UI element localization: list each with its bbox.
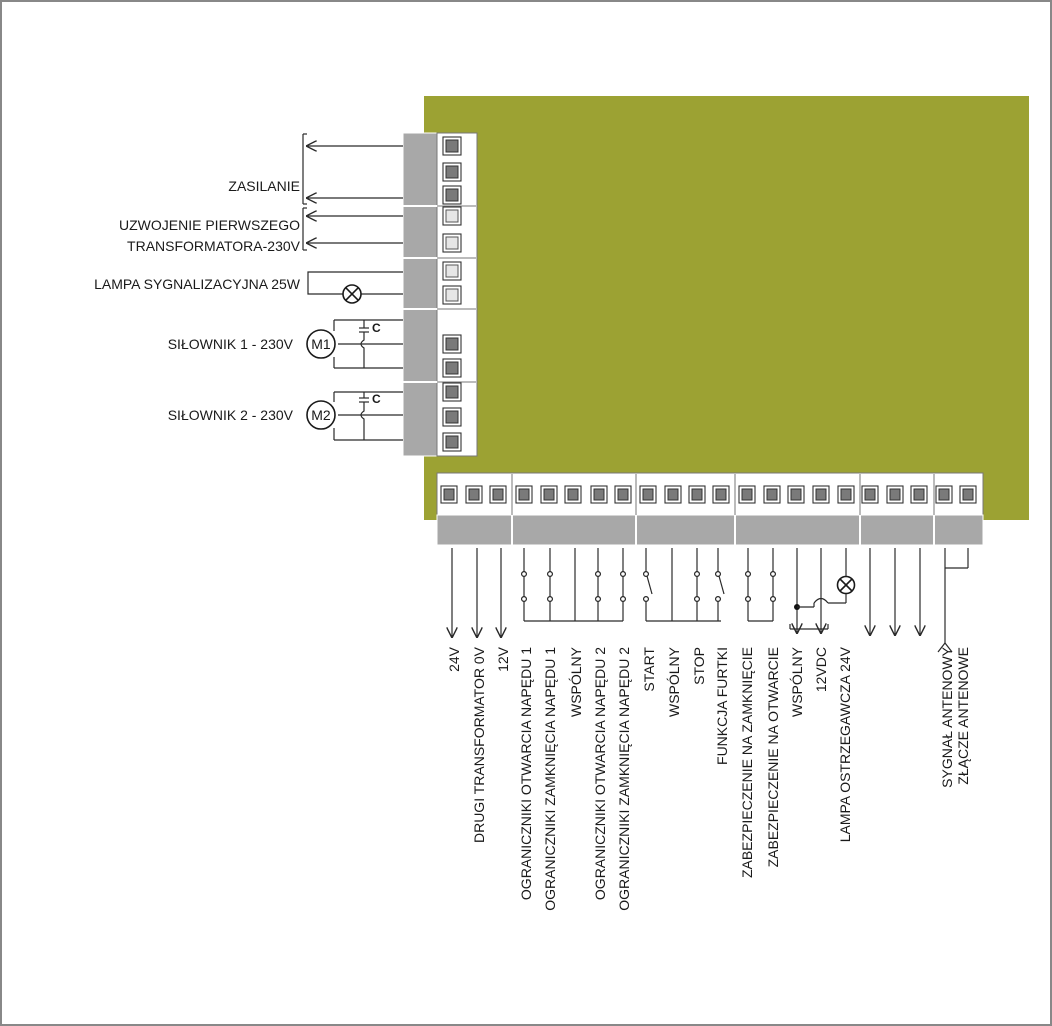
bottom-terminal-12: [713, 486, 729, 503]
bottom-terminal-11: [689, 486, 705, 503]
motor-1-icon: [307, 330, 335, 358]
left-terminal-2: [443, 163, 461, 181]
bottom-label-18-2: ZŁĄCZE ANTENOWE: [955, 647, 971, 785]
bottom-terminal-3: [490, 486, 506, 503]
warning-lamp-icon: [838, 577, 855, 594]
bottom-terminal-1: [441, 486, 457, 503]
bottom-label-12: FUNKCJA FURTKI: [714, 647, 730, 765]
bottom-terminal-13: [739, 486, 755, 503]
label-motor-1: SIŁOWNIK 1 - 230V: [167, 336, 293, 352]
bottom-label-7: OGRANICZNIKI OTWARCIA NAPĘDU 2: [592, 647, 608, 901]
bottom-label-9: START: [641, 647, 657, 692]
bottom-terminal-21: [936, 486, 952, 503]
bottom-terminal-17: [838, 486, 854, 503]
bottom-label-3: 12V: [495, 647, 511, 672]
label-transformer-2: TRANSFORMATORA-230V: [127, 238, 300, 254]
left-terminal-5: [443, 234, 461, 252]
left-labels: [94, 178, 301, 423]
bottom-terminal-16: [813, 486, 829, 503]
capacitor-1-label: C: [372, 321, 381, 335]
bottom-label-8: OGRANICZNIKI ZAMKNIĘCIA NAPĘDU 2: [616, 647, 632, 911]
bottom-label-17: LAMPA OSTRZEGAWCZA 24V: [837, 647, 853, 843]
motor-2-label: M2: [311, 407, 331, 423]
bottom-label-2: DRUGI TRANSFORMATOR 0V: [471, 647, 487, 844]
bottom-terminal-20: [911, 486, 927, 503]
bottom-terminal-6: [565, 486, 581, 503]
bottom-label-14: ZABEZPIECZENIE NA OTWARCIE: [765, 647, 781, 868]
bottom-terminal-2: [466, 486, 482, 503]
bottom-terminal-19: [887, 486, 903, 503]
left-terminal-1: [443, 137, 461, 155]
label-motor-2: SIŁOWNIK 2 - 230V: [167, 407, 293, 423]
bottom-labels: [446, 646, 971, 910]
left-terminal-6: [443, 262, 461, 280]
bottom-terminal-15: [788, 486, 804, 503]
bottom-terminal-4: [516, 486, 532, 503]
label-signal-lamp: LAMPA SYGNALIZACYJNA 25W: [94, 276, 300, 292]
bottom-label-15: WSPÓLNY: [789, 647, 805, 718]
bottom-terminal-14: [764, 486, 780, 503]
bottom-label-5: OGRANICZNIKI ZAMKNIĘCIA NAPĘDU 1: [542, 647, 558, 911]
bottom-label-4: OGRANICZNIKI OTWARCIA NAPĘDU 1: [518, 647, 534, 901]
left-terminal-7: [443, 286, 461, 304]
left-wiring: [303, 134, 403, 440]
bottom-terminal-10: [665, 486, 681, 503]
left-terminal-4: [443, 207, 461, 225]
bottom-terminal-8: [615, 486, 631, 503]
bottom-label-13: ZABEZPIECZENIE NA ZAMKNIĘCIE: [739, 647, 755, 879]
left-terminal-10: [443, 383, 461, 401]
motor-1-label: M1: [311, 336, 331, 352]
left-terminal-8: [443, 335, 461, 353]
left-terminal-12: [443, 433, 461, 451]
label-power: ZASILANIE: [228, 178, 300, 194]
left-terminal-11: [443, 408, 461, 426]
bottom-label-16: 12VDC: [813, 647, 829, 693]
capacitor-2-label: C: [372, 392, 381, 406]
bottom-label-11: STOP: [691, 647, 707, 685]
bottom-terminal-5: [541, 486, 557, 503]
label-transformer-1: UZWOJENIE PIERWSZEGO: [119, 217, 300, 233]
bottom-terminal-9: [640, 486, 656, 503]
signal-lamp-icon: [343, 285, 361, 303]
bottom-terminal-7: [591, 486, 607, 503]
left-terminal-9: [443, 359, 461, 377]
bottom-label-18-1: SYGNAŁ ANTENOWY: [939, 647, 955, 788]
bottom-terminal-block: [437, 473, 983, 545]
control-board: [424, 96, 1029, 520]
bottom-label-10: WSPÓLNY: [666, 647, 682, 718]
bottom-label-6: WSPÓLNY: [568, 647, 584, 718]
bottom-terminal-22: [960, 486, 976, 503]
bottom-terminal-18: [862, 486, 878, 503]
left-terminal-block: [403, 133, 477, 456]
motor-2-icon: [307, 401, 335, 429]
bottom-wiring: [452, 548, 968, 652]
bottom-label-1: 24V: [446, 647, 462, 672]
left-terminal-3: [443, 186, 461, 204]
